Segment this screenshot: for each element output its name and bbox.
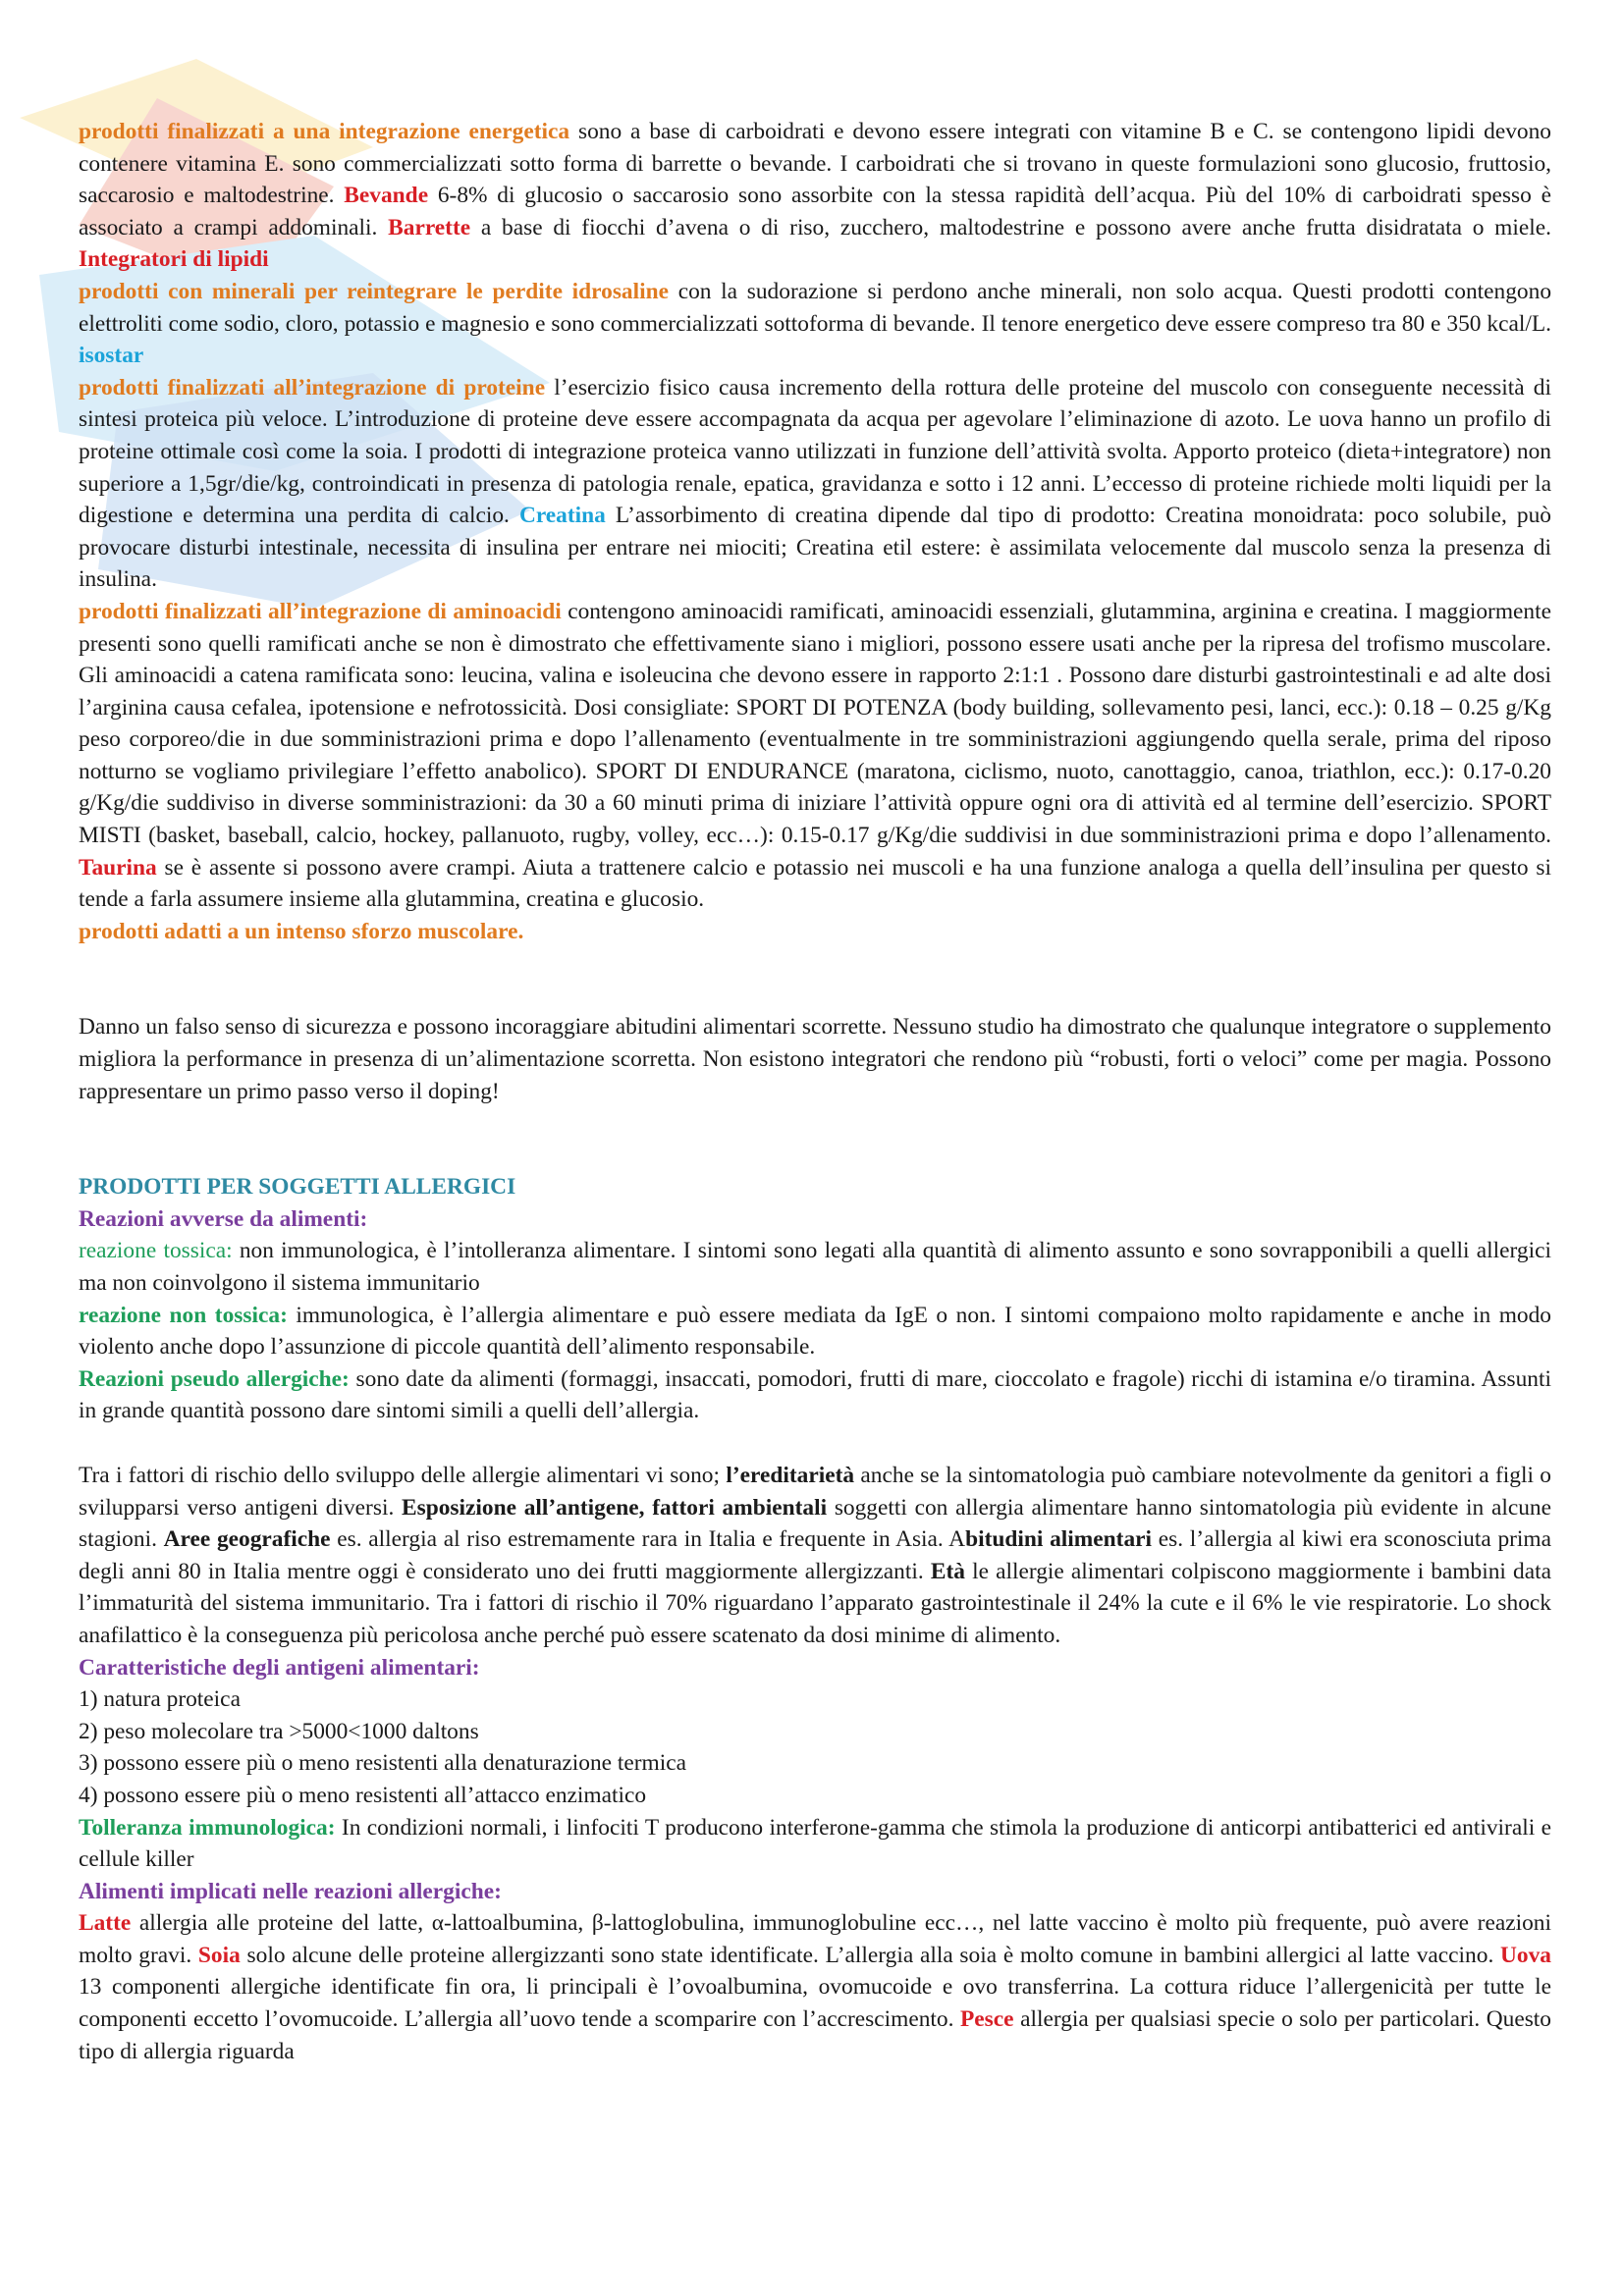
keyword-pesce: Pesce <box>959 2006 1014 2033</box>
paragraph-nota: Danno un falso senso di sicurezza e possono incoraggiare abitudini alimentari scorrette. Nessuno studio ha dimostrato che qualunque integratore o supplemento migliora la performance in presenza di un’alimentazione scorretta. Non esistono integratori che rendono più “robusti, forti o veloci” come per magia. Possono rappresentare un primo passo verso il doping! <box>79 1014 1551 1104</box>
paragraph-alimenti: Latte allergia alle proteine del latte, α-lattoalbumina, β-lattoglobulina, immunoglobuline ecc…, nel latte vaccino è molto più frequente, può avere reazioni molto gravi. Soia solo alcune delle proteine allergizzanti sono state identificate. L’allergia alla soia è molto comune in bambini allergici al latte vaccino. Uova 13 componenti allergiche identificate fin ora, li principali è l’ovoalbumina, ovomucoide e ovo transferrina. La cottura riduce l’allergenicità per tutte le componenti eccetto l’ovomucoide. L’allergia all’uovo tende a scomparire con l’accrescimento. Pesce allergia per qualsiasi specie o solo per particolari. Questo tipo di allergia riguarda <box>79 1910 1552 2064</box>
keyword-taurina: Taurina <box>79 854 157 881</box>
heading-energetica: prodotti finalizzati a una integrazione energetica <box>79 119 570 144</box>
heading-aminoacidi: prodotti finalizzati all’integrazione di aminoacidi <box>79 598 562 624</box>
keyword-uova: Uova <box>1500 1942 1551 1968</box>
paragraph-tolleranza: Tolleranza immunologica: In condizioni normali, i linfociti T producono interferone-gamma che stimola la produzione di anticorpi antibatterici ed antivirali e cellule killer <box>79 1814 1551 1873</box>
paragraph-energetica: prodotti finalizzati a una integrazione energetica sono a base di carboidrati e devono essere integrati con vitamine B e C. se contengono lipidi devono contenere vitamina E. sono commercializzati sotto forma di barrette o bevande. I carboidrati che si trovano in queste formulazioni sono glucosio, fruttosio, saccarosio e maltodestrine. Bevande 6-8% di glucosio o saccarosio sono assorbite con la stessa rapidità dell’acqua. Più del 10% di carboidrati spesso è associato a crampi addominali. Barrette a base di fiocchi d’avena o di riso, zucchero, maltodestrine e possono avere anche frutta disidratata o miele. Integratori di lipidi <box>79 119 1552 273</box>
list-item: 1) natura proteica <box>79 1686 241 1713</box>
paragraph-aminoacidi: prodotti finalizzati all’integrazione di aminoacidi contengono aminoacidi ramificati, aminoacidi essenziali, glutammina, arginina e creatina. I maggiormente presenti sono quelli ramificati anche se non è dimostrato che effettivamente siano i migliori, possono essere usati anche per la ripresa del trofismo muscolare. Gli aminoacidi a catena ramificata sono: leucina, valina e isoleucina che devono essere in rapporto 2:1:1 . Possono dare disturbi gastrointestinali e ad alte dosi l’arginina causa cefalea, ipotensione e nefrotossicità. Dosi consigliate: SPORT DI POTENZA (body building, sollevamento pesi, lanci, ecc.): 0.18 – 0.25 g/Kg peso corporeo/die in due somministrazioni prima e dopo l’allenamento (eventualmente in tre somministrazioni aggiungendo quella serale, prima del riposo notturno se vogliamo privilegiare l’effetto anabolico). SPORT DI ENDURANCE (maratona, ciclismo, nuoto, canottaggio, canoa, triathlon, ecc.): 0.17-0.20 g/Kg/die suddiviso in diverse somministrazioni: da 30 a 60 minuti prima di iniziare l’attività oppure ogni ora di attività ed al termine dell’esercizio. SPORT MISTI (basket, baseball, calcio, hockey, pallanuoto, rugby, volley, ecc…): 0.15-0.17 g/Kg/die suddivisi in due somministrazioni prima e dopo l’allenamento. Taurina se è assente si possono avere crampi. Aiuta a trattenere calcio e potassio nei muscoli e ha una funzione analoga a quella dell’insulina per questo si tende a farla assumere insieme alla glutammina, creatina e glucosio. <box>79 598 1551 913</box>
heading-reazioni: Reazioni avverse da alimenti: <box>79 1205 368 1232</box>
keyword-creatina: Creatina <box>518 503 606 529</box>
paragraph-pseudo: Reazioni pseudo allergiche: sono date da alimenti (formaggi, insaccati, pomodori, frutti di mare, cioccolato e fragole) ricchi di istamina e/o tiramina. Assunti in grande quantità possono dare sintomi simili a quelli dell’allergia. <box>79 1365 1551 1424</box>
list-item: 3) possono essere più o meno resistenti alla denaturazione termica <box>79 1750 686 1777</box>
keyword-lipidi: Integratori di lipidi <box>79 246 269 273</box>
document-page <box>79 116 1551 2067</box>
keyword-latte: Latte <box>79 1910 132 1937</box>
paragraph-tossica: reazione tossica: non immunologica, è l’intolleranza alimentare. I sintomi sono legati alla quantità di alimento assunto e sono sovrapponibili a quelli allergici ma non coinvolgono il sistema immunitario <box>79 1238 1551 1296</box>
paragraph-non-tossica: reazione non tossica: immunologica, è l’allergia alimentare e può essere mediata da IgE o non. I sintomi compaiono molto rapidamente e anche in modo violento anche dopo l’assunzione di piccole quantità dell’alimento responsabile. <box>79 1302 1551 1361</box>
label-pseudo: Reazioni pseudo allergiche: <box>79 1365 350 1392</box>
label-non-tossica: reazione non tossica: <box>79 1302 288 1328</box>
heading-antigeni: Caratteristiche degli antigeni alimentari: <box>79 1654 480 1681</box>
label-tossica: reazione tossica: <box>79 1238 233 1264</box>
paragraph-proteine: prodotti finalizzati all’integrazione di proteine l’esercizio fisico causa incremento della rottura delle proteine del muscolo con conseguente necessità di sintesi proteica più veloce. L’introduzione di proteine deve essere accompagnata da acqua per agevolare l’eliminazione di azoto. Le uova hanno un profilo di proteine ottimale così come la soia. I prodotti di integrazione proteica vanno utilizzati in funzione dell’attività svolta. Apporto proteico (dieta+integratore) non superiore a 1,5gr/die/kg, controindicati in presenza di patologia renale, epatica, gravidanza e sotto i 12 anni. L’eccesso di proteine richiede molti liquidi per la digestione e determina una perdita di calcio. Creatina L’assorbimento di creatina dipende dal tipo di prodotto: Creatina monoidrata: poco solubile, può provocare disturbi intestinale, necessita di insulina per entrare nei miociti; Creatina etil estere: è assimilata velocemente dal muscolo senza la presenza di insulina. <box>79 374 1552 593</box>
label-tolleranza: Tolleranza immunologica: <box>79 1814 336 1841</box>
paragraph-minerali: prodotti con minerali per reintegrare le perdite idrosaline con la sudorazione si perdono anche minerali, non solo acqua. Questi prodotti contengono elettroliti come sodio, cloro, potassio e magnesio e sono commercializzati sottoforma di bevande. Il tenore energetico deve essere compreso tra 80 e 350 kcal/L. isostar <box>79 278 1552 369</box>
keyword-barrette: Barrette <box>388 214 471 240</box>
list-item: 2) peso molecolare tra >5000<1000 daltons <box>79 1718 479 1744</box>
heading-sforzo: prodotti adatti a un intenso sforzo muscolare. <box>79 918 524 944</box>
paragraph-rischio: Tra i fattori di rischio dello sviluppo delle allergie alimentari vi sono; l’ereditarietà anche se la sintomatologia può cambiare notevolmente da genitori a figli o svilupparsi verso antigeni diversi. Esposizione all’antigene, fattori ambientali soggetti con allergia alimentare hanno sintomatologia più evidente in alcune stagioni. Aree geografiche es. allergia al riso estremamente rara in Italia e frequente in Asia. Abitudini alimentari es. l’allergia al kiwi era sconosciuta prima degli anni 80 in Italia mentre oggi è considerato uno dei frutti maggiormente allergizzanti. Età le allergie alimentari colpiscono maggiormente i bambini data l’immaturità del sistema immunitario. Tra i fattori di rischio il 70% riguardano l’apparato gastrointestinale il 24% la cute e il 6% le vie respiratorie. Lo shock anafilattico è la conseguenza più pericolosa anche perché può essere scatenato da dosi minime di alimento. <box>79 1462 1552 1648</box>
section-title-allergici: PRODOTTI PER SOGGETTI ALLERGICI <box>79 1174 516 1201</box>
list-item: 4) possono essere più o meno resistenti all’attacco enzimatico <box>79 1782 647 1808</box>
keyword-isostar: isostar <box>79 343 144 369</box>
heading-minerali: prodotti con minerali per reintegrare le perdite idrosaline <box>79 278 670 304</box>
heading-alimenti: Alimenti implicati nelle reazioni allergiche: <box>79 1878 502 1904</box>
heading-proteine: prodotti finalizzati all’integrazione di proteine <box>79 374 546 400</box>
keyword-soia: Soia <box>197 1942 241 1968</box>
keyword-bevande: Bevande <box>344 183 429 209</box>
